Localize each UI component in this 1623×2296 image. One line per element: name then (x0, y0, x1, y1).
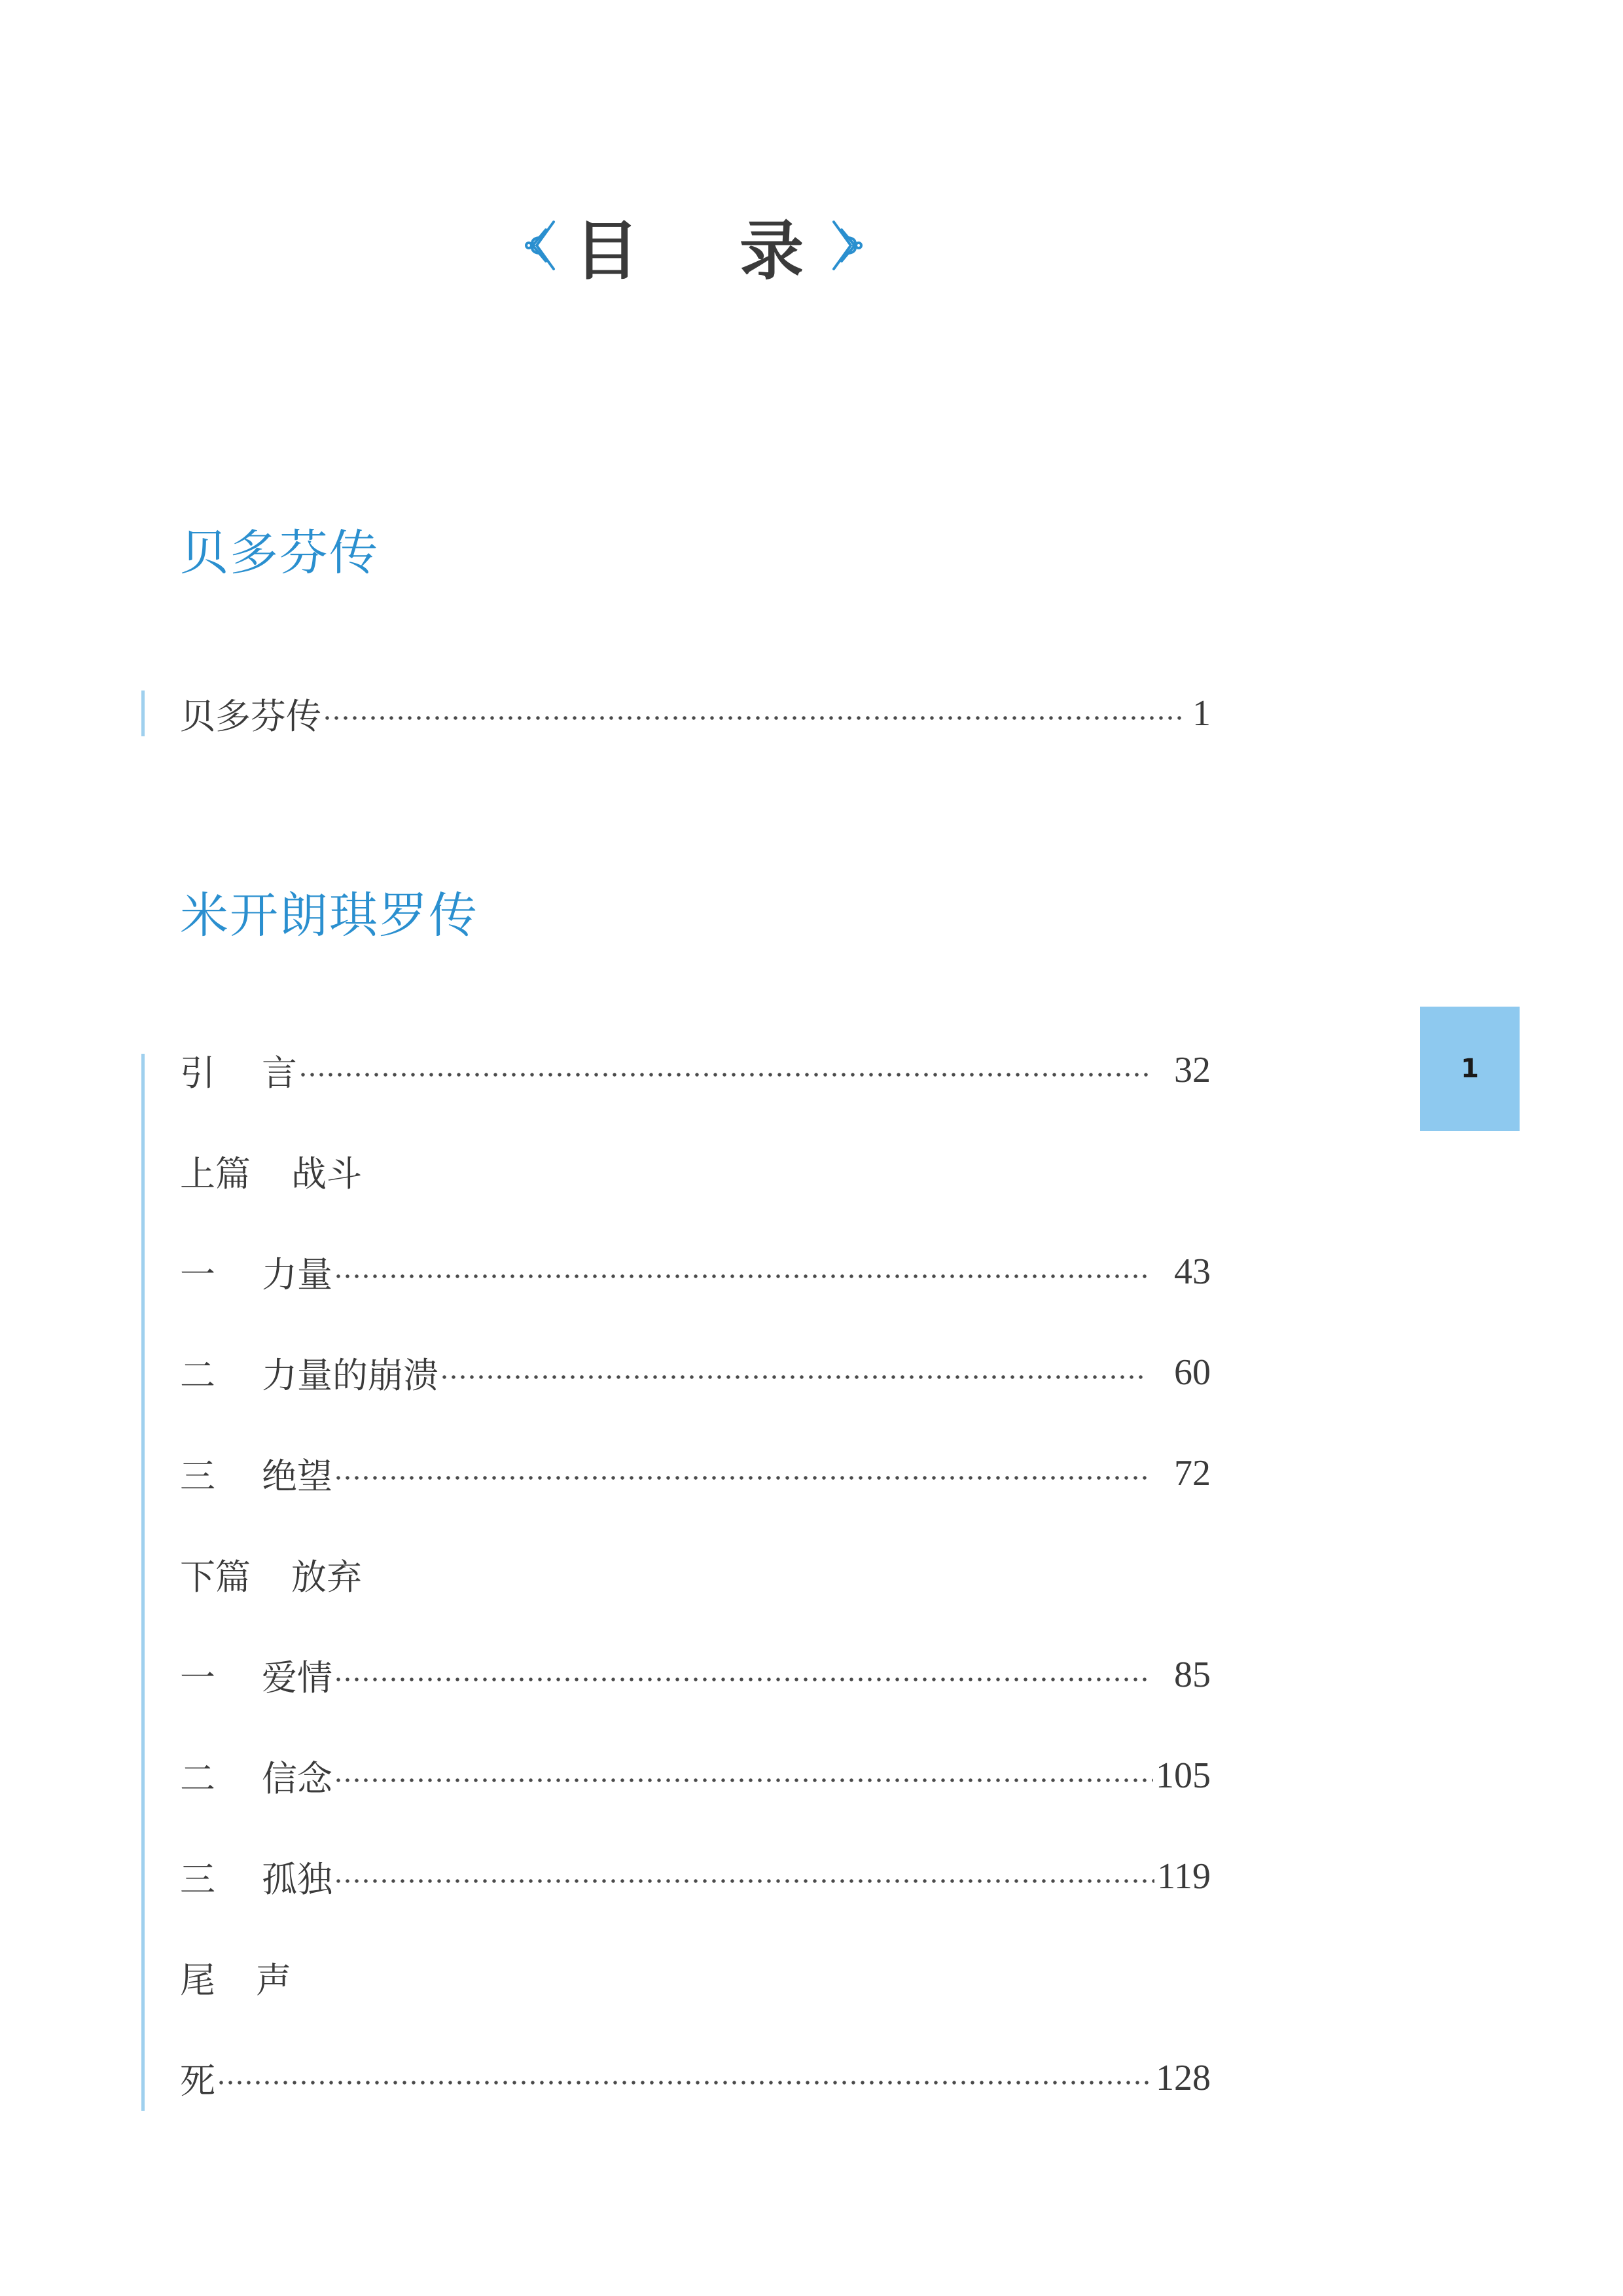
toc-group-michelangelo (137, 1044, 1211, 2130)
toc-entry-prefix: 引 (180, 1052, 215, 1094)
dot-leader (298, 1072, 1148, 1077)
toc-part-heading (180, 1548, 362, 1600)
toc-part-name: 声 (256, 1959, 291, 2001)
side-tab-label: 1 (1461, 1054, 1479, 1084)
toc-entry[interactable] (180, 1246, 1211, 1298)
toc-entry[interactable] (180, 1346, 1211, 1399)
toc-title: 目 录 (574, 213, 844, 289)
dot-leader (334, 1778, 1153, 1783)
toc-entry[interactable] (180, 1044, 1211, 1096)
toc-entry[interactable] (180, 1850, 1211, 1903)
toc-entry-page: 32 (1174, 1050, 1211, 1090)
dot-leader (334, 1677, 1148, 1682)
page-title (0, 200, 1387, 291)
toc-part-heading (180, 1951, 291, 2003)
dot-leader (334, 1475, 1148, 1480)
toc-part-name: 放弃 (291, 1556, 362, 1598)
toc-entry-page: 43 (1174, 1251, 1211, 1292)
toc-entry-prefix: 三 (180, 1455, 215, 1497)
toc-entry-label: 力量 (262, 1253, 332, 1295)
dot-leader (334, 1274, 1148, 1279)
dot-leader (217, 2080, 1153, 2085)
dot-leader (334, 1878, 1154, 1884)
toc-entry-page: 85 (1174, 1655, 1211, 1695)
dot-leader (440, 1374, 1148, 1380)
toc-entry[interactable] (180, 1649, 1211, 1701)
toc-entry-label: 孤独 (262, 1858, 332, 1900)
toc-entry-label: 信念 (262, 1757, 332, 1799)
toc-part-prefix: 上篇 (180, 1153, 251, 1194)
toc-entry[interactable] (180, 1447, 1211, 1499)
side-tab (1420, 1007, 1520, 1131)
toc-entry-label: 力量的崩溃 (262, 1354, 438, 1396)
section-heading-beethoven: 贝多芬传 (180, 525, 379, 581)
toc-entry-prefix: 三 (180, 1858, 215, 1900)
toc-entry-prefix: 二 (180, 1354, 215, 1396)
toc-entry-prefix: 一 (180, 1657, 215, 1698)
toc-part-prefix: 下篇 (180, 1556, 251, 1598)
toc-entry-page: 105 (1156, 1755, 1211, 1796)
toc-entry-page: 1 (1192, 693, 1211, 734)
toc-part-name: 战斗 (291, 1153, 362, 1194)
toc-entry-label: 贝多芬传 (180, 695, 321, 737)
toc-part-prefix: 尾 (180, 1959, 215, 2001)
toc-entry-prefix: 二 (180, 1757, 215, 1799)
toc-entry-label: 绝望 (262, 1455, 332, 1497)
toc-entry-label: 言 (262, 1052, 297, 1094)
toc-entry-label: 死 (180, 2060, 215, 2102)
group-bar (141, 691, 145, 736)
toc-entry-prefix: 一 (180, 1253, 215, 1295)
toc-entry-page: 72 (1174, 1453, 1211, 1494)
toc-entry-page: 60 (1174, 1352, 1211, 1393)
toc-entry[interactable] (180, 687, 1211, 740)
group-bar (141, 1054, 145, 2111)
dot-leader (323, 715, 1182, 721)
toc-part-heading (180, 1145, 362, 1197)
toc-entry-page: 119 (1157, 1856, 1211, 1897)
toc-entry-label: 爱情 (262, 1657, 332, 1698)
ornament-left-icon (524, 218, 558, 273)
toc-entry[interactable] (180, 2052, 1211, 2104)
toc-entry[interactable] (180, 1749, 1211, 1802)
section-heading-michelangelo: 米开朗琪罗传 (180, 888, 478, 944)
toc-group-beethoven (137, 687, 1211, 740)
ornament-right-icon (830, 218, 864, 273)
toc-entry-page: 128 (1156, 2058, 1211, 2098)
